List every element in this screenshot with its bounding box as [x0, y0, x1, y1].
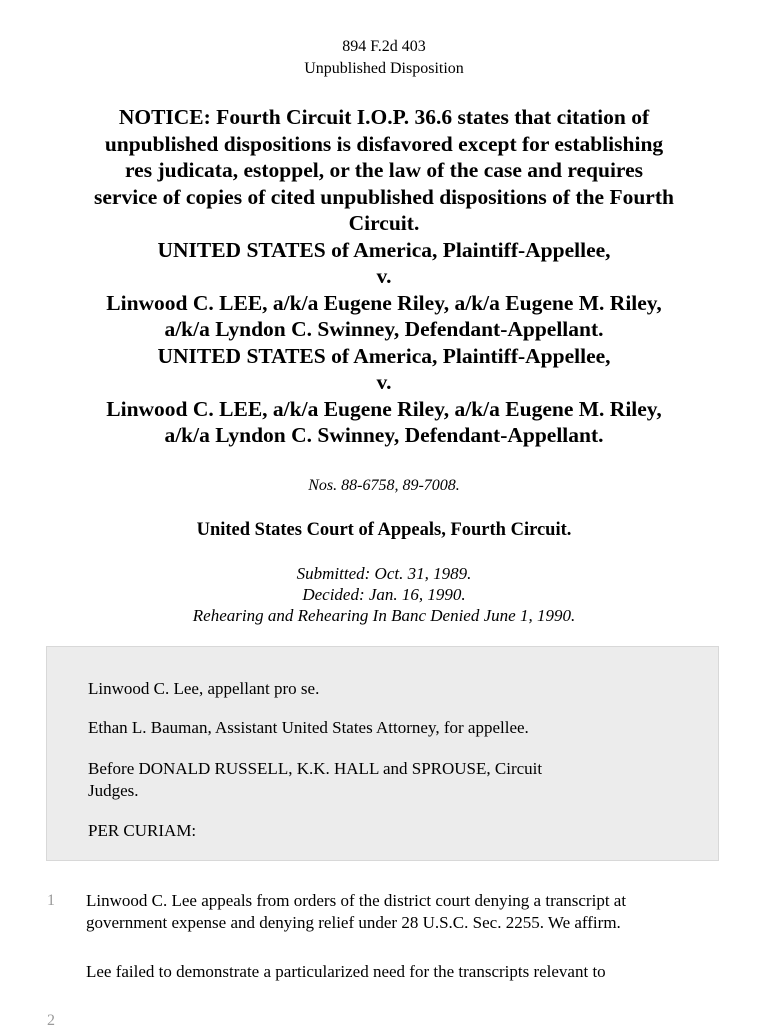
- paragraph-number: 2: [47, 1012, 55, 1029]
- court-name: United States Court of Appeals, Fourth Circuit.: [196, 520, 572, 540]
- counsel-box: [46, 646, 719, 861]
- caption-defendant: Linwood C. LEE, a/k/a Eugene Riley, a/k/a Eugene M. Riley,: [106, 396, 662, 421]
- paragraph-number: 1: [47, 892, 55, 909]
- appellant-counsel: Linwood C. Lee, appellant pro se.: [88, 679, 320, 698]
- disposition-label: Unpublished Disposition: [304, 60, 464, 77]
- submitted-date: Submitted: Oct. 31, 1989.: [296, 564, 472, 583]
- caption-versus: v.: [376, 264, 392, 288]
- notice-line: service of copies of cited unpublished dispositions of the Fourth: [94, 184, 674, 209]
- case-header: [0, 36, 768, 80]
- per-curiam: PER CURIAM:: [88, 821, 197, 840]
- citation: 894 F.2d 403: [342, 38, 426, 55]
- paragraph-text: [86, 890, 736, 934]
- docket-numbers: Nos. 88-6758, 89-7008.: [308, 477, 460, 494]
- notice-line: NOTICE: Fourth Circuit I.O.P. 36.6 states that citation of: [118, 105, 650, 129]
- notice-and-caption: [40, 104, 728, 449]
- appellee-counsel: Ethan L. Bauman, Assistant United States Attorney, for appellee.: [88, 718, 529, 737]
- paragraph-line: government expense and denying relief under 28 U.S.C. Sec. 2255. We affirm.: [86, 913, 621, 932]
- caption-versus: v.: [376, 370, 392, 394]
- judges-line: Judges.: [88, 781, 139, 800]
- caption-plaintiff: UNITED STATES of America, Plaintiff-Appellee,: [157, 343, 611, 368]
- notice-line: unpublished dispositions is disfavored except for establishing: [104, 131, 664, 156]
- caption-plaintiff: UNITED STATES of America, Plaintiff-Appellee,: [157, 237, 611, 262]
- notice-line: res judicata, estoppel, or the law of the case and requires: [125, 158, 643, 182]
- paragraph-line: Lee failed to demonstrate a particularized need for the transcripts relevant to: [86, 962, 606, 981]
- notice-line: Circuit.: [348, 211, 420, 235]
- judges-line: Before DONALD RUSSELL, K.K. HALL and SPROUSE, Circuit: [88, 759, 543, 778]
- decided-date: Decided: Jan. 16, 1990.: [302, 585, 466, 604]
- paragraph-text: [86, 961, 736, 983]
- caption-defendant: Linwood C. LEE, a/k/a Eugene Riley, a/k/a Eugene M. Riley,: [106, 290, 662, 315]
- rehearing-date: Rehearing and Rehearing In Banc Denied June 1, 1990.: [192, 606, 576, 625]
- caption-defendant: a/k/a Lyndon C. Swinney, Defendant-Appellant.: [164, 317, 604, 341]
- caption-defendant: a/k/a Lyndon C. Swinney, Defendant-Appellant.: [164, 423, 604, 447]
- case-dates: [0, 563, 768, 626]
- paragraph-line: Linwood C. Lee appeals from orders of the district court denying a transcript at: [86, 891, 627, 910]
